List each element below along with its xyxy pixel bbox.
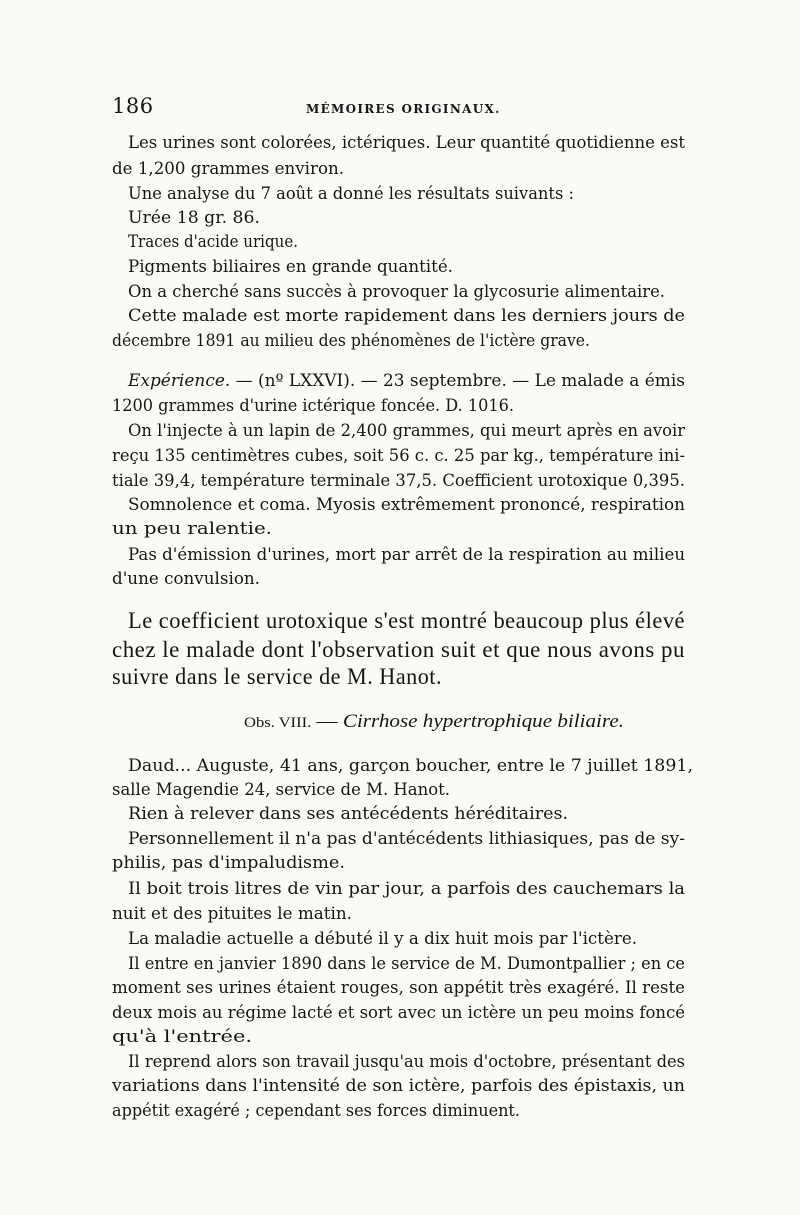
text-line: Les urines sont colorées, ictériques. Leur quantité quotidienne est [128, 133, 685, 152]
observation-number: Obs. VIII. [244, 715, 312, 731]
page-number: 186 [112, 94, 154, 118]
text-line: 1200 grammes d'urine ictérique foncée. D. 1016. [112, 396, 515, 415]
running-head: MÉMOIRES ORIGINAUX. [306, 102, 501, 116]
text-line: On l'injecte à un lapin de 2,400 grammes, qui meurt après en avoir [128, 421, 686, 440]
text-line: Traces d'acide urique. [128, 232, 299, 251]
text-line: Daud... Auguste, 41 ans, garçon boucher, entre le 7 juillet 1891, [128, 756, 693, 775]
text-line: Urée 18 gr. 86. [128, 208, 261, 227]
text-line: Il entre en janvier 1890 dans le service de M. Dumontpallier ; en ce [128, 954, 685, 973]
text-line: Il boit trois litres de vin par jour, a parfois des cauchemars la [128, 879, 686, 898]
text-line: appétit exagéré ; cependant ses forces diminuent. [112, 1101, 520, 1120]
text-line: qu'à l'entrée. [112, 1027, 252, 1046]
text-line: tiale 39,4, température terminale 37,5. Coefficient urotoxique 0,395. [112, 471, 685, 490]
dash: — [311, 712, 343, 732]
observation-heading [244, 713, 624, 732]
text-line: Somnolence et coma. Myosis extrêmement prononcé, respiration [128, 495, 686, 514]
text-line: reçu 135 centimètres cubes, soit 56 c. c. 25 par kg., température ini- [112, 446, 686, 465]
text-line: Pigments biliaires en grande quantité. [128, 257, 454, 276]
page-header [112, 94, 692, 124]
text-line: un peu ralentie. [112, 519, 273, 538]
text-line: nuit et des pituites le matin. [112, 904, 352, 923]
text-line: La maladie actuelle a débuté il y a dix huit mois par l'ictère. [128, 929, 637, 948]
text-line: variations dans l'intensité de son ictère, parfois des épistaxis, un [112, 1076, 685, 1095]
text-line: Pas d'émission d'urines, mort par arrêt de la respiration au milieu [128, 545, 686, 564]
text-line: salle Magendie 24, service de M. Hanot. [112, 780, 451, 799]
observation-title: Cirrhose hypertrophique biliaire. [342, 712, 625, 732]
text-line: de 1,200 grammes environ. [112, 159, 345, 178]
text-line: Il reprend alors son travail jusqu'au mois d'octobre, présentant des [128, 1052, 686, 1071]
text-line: On a cherché sans succès à provoquer la glycosurie alimentaire. [128, 282, 666, 301]
text-line: philis, pas d'impaludisme. [112, 853, 345, 872]
text-line: Cette malade est morte rapidement dans les derniers jours de [128, 306, 686, 325]
text-line: Personnellement il n'a pas d'antécédents lithiasiques, pas de sy- [128, 829, 686, 848]
text-line: décembre 1891 au milieu des phénomènes de l'ictère grave. [112, 331, 590, 350]
text-line-large: Le coefficient urotoxique s'est montré beaucoup plus élevé [128, 608, 686, 633]
text-line: Rien à relever dans ses antécédents héréditaires. [128, 804, 569, 823]
text-line-large: suivre dans le service de M. Hanot. [112, 664, 442, 689]
text-line-large: chez le malade dont l'observation suit et que nous avons pu [112, 637, 685, 662]
experience-label: Expérience. [128, 371, 231, 390]
text-line [128, 373, 685, 390]
text-line: moment ses urines étaient rouges, son appétit très exagéré. Il reste [112, 978, 685, 997]
text-span: — (nº LXXVI). — 23 septembre. — Le malade a émis [230, 371, 686, 390]
text-line: Une analyse du 7 août a donné les résultats suivants : [128, 184, 574, 203]
text-line: d'une convulsion. [112, 569, 260, 588]
text-line: deux mois au régime lacté et sort avec un ictère un peu moins foncé [112, 1003, 686, 1022]
